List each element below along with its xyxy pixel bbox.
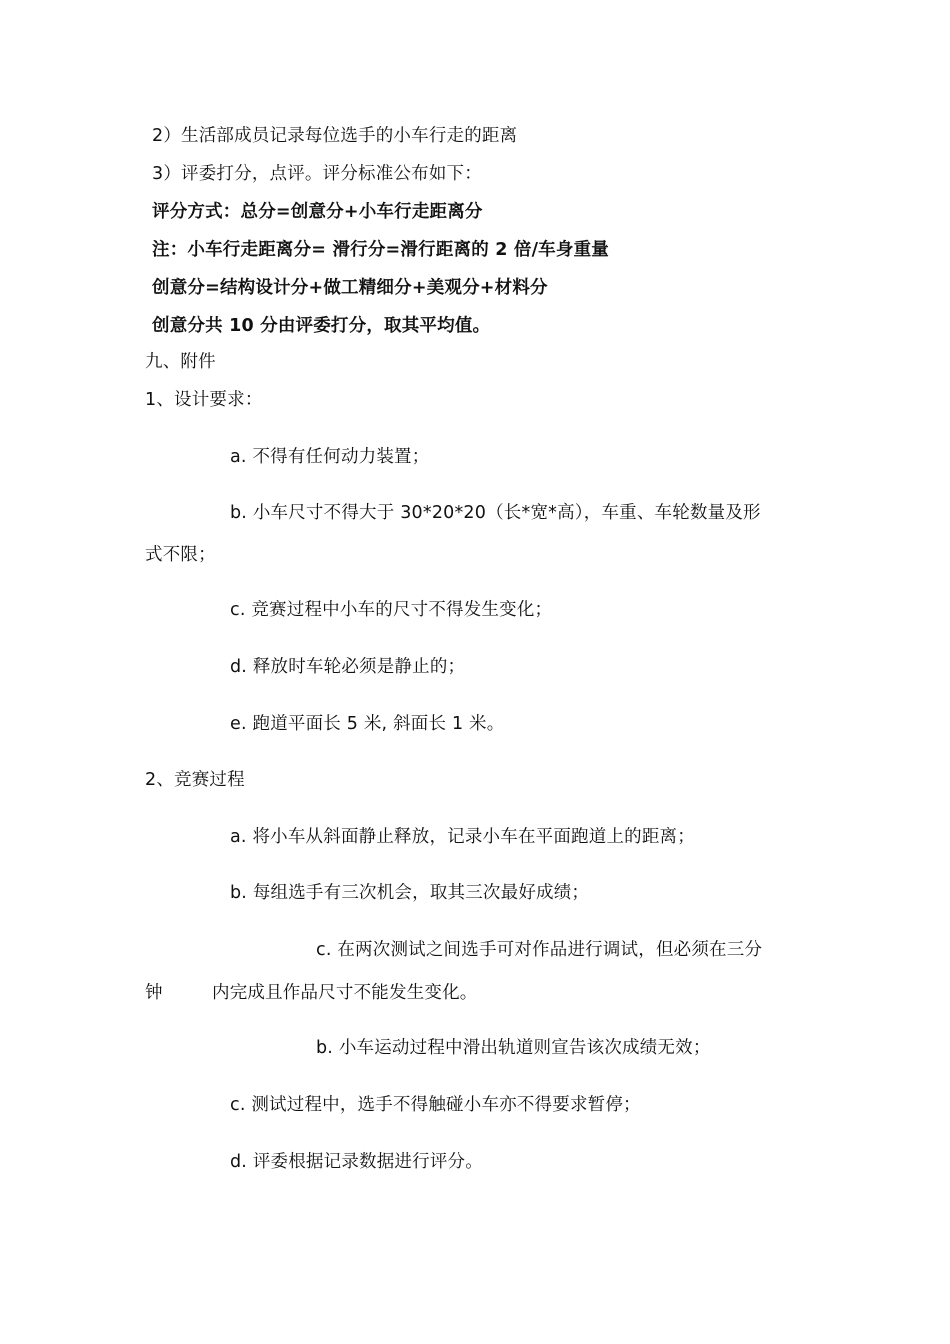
process-item-c-line-1: c. 在两次测试之间选手可对作品进行调试，但必须在三分 xyxy=(316,940,763,960)
scoring-method: 评分方式：总分=创意分+小车行走距离分 xyxy=(152,202,483,222)
design-item-d: d. 释放时车轮必须是静止的； xyxy=(230,657,466,677)
creativity-score-rule: 创意分共 10 分由评委打分，取其平均值。 xyxy=(152,316,491,336)
competition-process-heading: 2、竞赛过程 xyxy=(145,770,245,790)
scoring-intro-line-1: 2）生活部成员记录每位选手的小车行走的距离 xyxy=(152,126,518,146)
distance-score-note: 注：小车行走距离分= 滑行分=滑行距离的 2 倍/车身重量 xyxy=(152,240,609,260)
scoring-intro-line-2: 3）评委打分，点评。评分标准公布如下： xyxy=(152,164,482,184)
design-item-e: e. 跑道平面长 5 米, 斜面长 1 米。 xyxy=(230,714,505,734)
creativity-score-formula: 创意分=结构设计分+做工精细分+美观分+材料分 xyxy=(152,278,548,298)
design-item-b-line-1: b. 小车尺寸不得大于 30*20*20（长*宽*高），车重、车轮数量及形 xyxy=(230,503,761,523)
design-item-c: c. 竞赛过程中小车的尺寸不得发生变化； xyxy=(230,600,553,620)
design-item-b-line-2: 式不限； xyxy=(145,545,216,565)
process-item-c2: c. 测试过程中，选手不得触碰小车亦不得要求暂停； xyxy=(230,1095,641,1115)
process-item-b: b. 每组选手有三次机会，取其三次最好成绩； xyxy=(230,883,590,903)
process-item-b2: b. 小车运动过程中滑出轨道则宣告该次成绩无效； xyxy=(316,1038,711,1058)
attachment-heading: 九、附件 xyxy=(145,352,216,372)
design-requirements-heading: 1、设计要求： xyxy=(145,390,263,410)
design-item-a: a. 不得有任何动力装置； xyxy=(230,447,430,467)
process-item-c-line-2-rest: 内完成且作品尺寸不能发生变化。 xyxy=(212,983,478,1003)
process-item-d: d. 评委根据记录数据进行评分。 xyxy=(230,1152,483,1172)
process-item-c-line-2-start: 钟 xyxy=(145,983,163,1003)
process-item-a: a. 将小车从斜面静止释放，记录小车在平面跑道上的距离； xyxy=(230,827,695,847)
